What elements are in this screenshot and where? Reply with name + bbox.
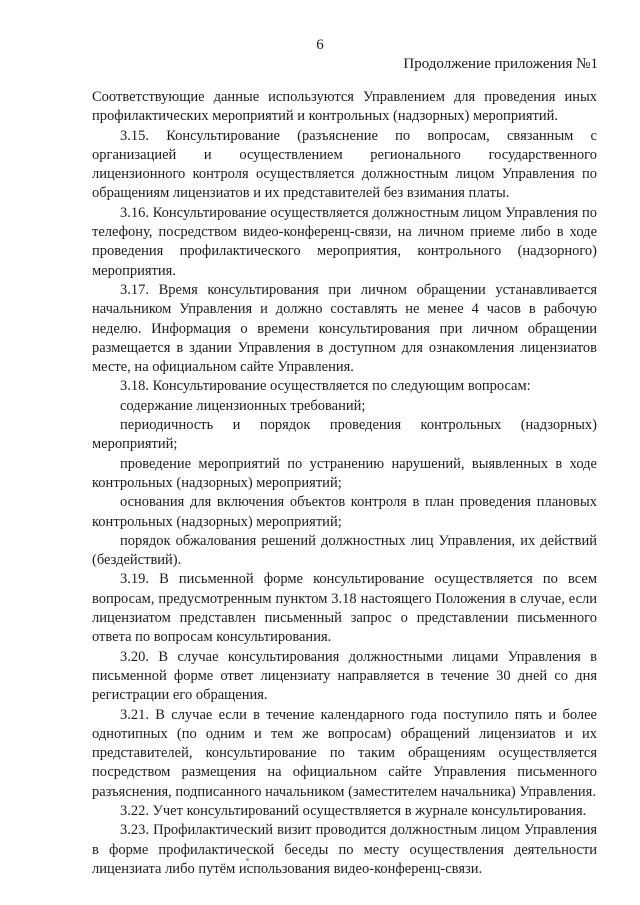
- paragraph-3-19: 3.19. В письменной форме консультирование осуществляется по всем вопросам, предусмотренным пунктом 3.18 настоящего Положения в случае, если лицензиатом представлен письменный запрос о представлении письменного ответа по вопросам консультирования.: [92, 571, 597, 646]
- list-item-plan-inclusion: основания для включения объектов контроля в план проведения плановых контрольных (надзорных) мероприятий;: [92, 494, 597, 530]
- appendix-continuation-note: Продолжение приложения №1: [403, 56, 598, 72]
- paragraph-intro: Соответствующие данные используются Управлением для проведения иных профилактических мероприятий и контрольных (надзорных) мероприятий.: [92, 89, 597, 125]
- paragraph-3-23: 3.23. Профилактический визит проводится должностным лицом Управления в форме профилактической беседы по месту осуществления деятельности лицензиата либо путём использования видео-конференц-связи.: [92, 822, 597, 877]
- list-item-periodicity: периодичность и порядок проведения контрольных (надзорных) мероприятий;: [92, 417, 597, 453]
- paragraph-3-16: 3.16. Консультирование осуществляется должностным лицом Управления по телефону, посредством видео-конференц-связи, на личном приеме либо в ходе проведения профилактического мероприятия, контрольного (надзорного) мероприятия.: [92, 204, 597, 279]
- paragraph-3-15: 3.15. Консультирование (разъяснение по вопросам, связанным с организацией и осуществлением регионального государственного лицензионного контроля осуществляется должностным лицом Управления по обращениям лицензиатов и их представителей без взимания платы.: [92, 127, 597, 202]
- paragraph-3-18: 3.18. Консультирование осуществляется по следующим вопросам:: [120, 378, 531, 395]
- scan-dot-mark: [246, 858, 249, 861]
- list-item-remediation: проведение мероприятий по устранению нарушений, выявленных в ходе контрольных (надзорных) мероприятий;: [92, 455, 597, 491]
- paragraph-3-20: 3.20. В случае консультирования должностными лицами Управления в письменной форме ответ лицензиату направляется в течение 30 дней со дня регистрации его обращения.: [92, 648, 597, 704]
- list-item-licensing-requirements: содержание лицензионных требований;: [120, 397, 366, 414]
- document-body: [92, 88, 597, 879]
- paragraph-3-22: 3.22. Учет консультирований осуществляется в журнале консультирования.: [120, 802, 587, 819]
- page-number: 6: [316, 37, 324, 53]
- paragraph-3-17: 3.17. Время консультирования при личном обращении устанавливается начальником Управления и должно составлять не менее 4 часов в рабочую неделю. Информация о времени консультирования при личном обращении размещается в здании Управления в доступном для ознакомления лицензиатов месте, на официальном сайте Управления.: [92, 281, 597, 376]
- list-item-appeal-procedure: порядок обжалования решений должностных лиц Управления, их действий (бездействий).: [92, 532, 597, 569]
- paragraph-3-21: 3.21. В случае если в течение календарного года поступило пять и более однотипных (по одним и тем же вопросам) обращений лицензиатов и их представителей, консультирование по таким обращениям осуществляется посредством размещения на официальном сайте Управления письменного разъяснения, подписанного начальником (заместителем начальника) Управления.: [92, 706, 597, 800]
